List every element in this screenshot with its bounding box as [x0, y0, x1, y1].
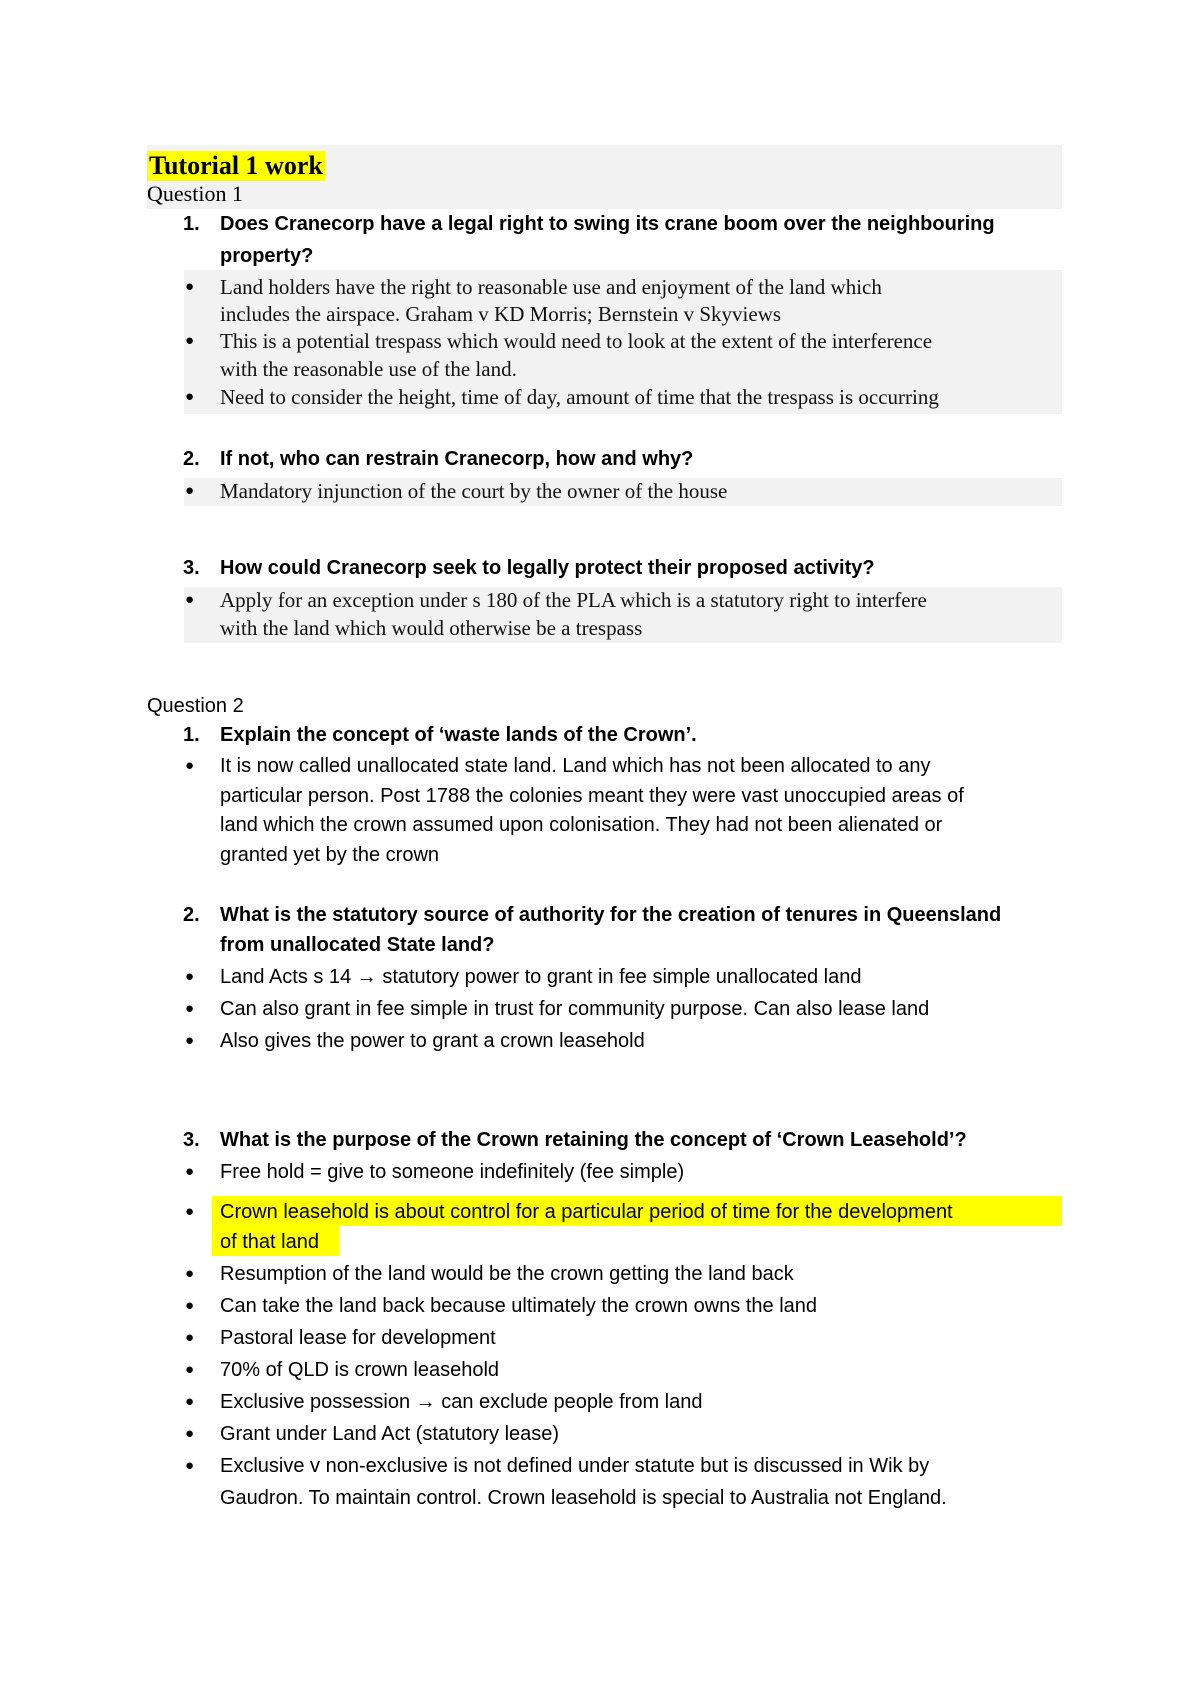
q1-2-number: 2. [183, 448, 200, 470]
q2-3-bullet5-line1: Pastoral lease for development [220, 1327, 496, 1349]
q1-3-bullet1-line1: Apply for an exception under s 180 of the PLA which is a statutory right to interfere [220, 588, 927, 612]
q2-3-bullet7-line1: Exclusive possession → can exclude people from land [220, 1391, 703, 1413]
q1-2-bullet1-line1: Mandatory injunction of the court by the owner of the house [220, 479, 728, 503]
q2-3-bullet2-line1: Crown leasehold is about control for a particular period of time for the development [220, 1201, 953, 1223]
bullet-icon: ● [185, 591, 195, 608]
q2-2-bullet3-line1: Also gives the power to grant a crown leasehold [220, 1030, 645, 1052]
bullet-icon: ● [185, 1297, 195, 1314]
q1-1-bullet1-line2: includes the airspace. Graham v KD Morris; Bernstein v Skyviews [220, 302, 782, 326]
q2-3-number: 3. [183, 1129, 200, 1151]
q1-1-bullet2-line2: with the reasonable use of the land. [220, 357, 517, 381]
q1-2-question-line1: If not, who can restrain Cranecorp, how and why? [220, 448, 694, 470]
q2-1-question-line1: Explain the concept of ‘waste lands of the Crown’. [220, 724, 697, 746]
q2-1-number: 1. [183, 724, 200, 746]
bullet-icon: ● [185, 332, 195, 349]
bullet-icon: ● [185, 1203, 195, 1220]
question2-heading: Question 2 [147, 695, 244, 717]
q2-2-question-line2: from unallocated State land? [220, 934, 495, 956]
document-title: Tutorial 1 work [149, 151, 323, 180]
q1-1-bullet2-line1: This is a potential trespass which would need to look at the extent of the interference [220, 329, 933, 353]
q2-2-question-line1: What is the statutory source of authority for the creation of tenures in Queensland [220, 904, 1002, 926]
bullet-icon: ● [185, 1000, 195, 1017]
bullet-icon: ● [185, 1457, 195, 1474]
q2-3-bullet4-line1: Can take the land back because ultimately the crown owns the land [220, 1295, 818, 1317]
q2-2-bullet1-line1: Land Acts s 14 → statutory power to grant in fee simple unallocated land [220, 966, 862, 988]
bullet-icon: ● [185, 1032, 195, 1049]
q2-1-bullet1-line2: particular person. Post 1788 the colonies meant they were vast unoccupied areas of [220, 785, 964, 807]
q1-1-number: 1. [183, 213, 200, 235]
q2-2-number: 2. [183, 904, 200, 926]
q1-3-bullet1-line2: with the land which would otherwise be a trespass [220, 616, 643, 640]
q2-3-question-line1: What is the purpose of the Crown retaining the concept of ‘Crown Leasehold’? [220, 1129, 967, 1151]
q2-3-bullet9-line2: Gaudron. To maintain control. Crown leasehold is special to Australia not England. [220, 1487, 947, 1509]
q2-3-bullet9-line1: Exclusive v non-exclusive is not defined under statute but is discussed in Wik by [220, 1455, 930, 1477]
q1-1-question-line2: property? [220, 245, 314, 267]
q2-3-bullet8-line1: Grant under Land Act (statutory lease) [220, 1423, 560, 1445]
q1-1-question-line1: Does Cranecorp have a legal right to swing its crane boom over the neighbouring [220, 213, 995, 235]
bullet-icon: ● [185, 1393, 195, 1410]
q2-3-bullet2-line2: of that land [220, 1231, 319, 1253]
q1-1-bullet3-line1: Need to consider the height, time of day, amount of time that the trespass is occurring [220, 385, 939, 409]
bullet-icon: ● [185, 278, 195, 295]
question1-heading: Question 1 [147, 181, 243, 206]
bullet-icon: ● [185, 1425, 195, 1442]
bullet-icon: ● [185, 1163, 195, 1180]
q1-3-number: 3. [183, 557, 200, 579]
q1-1-bullet1-line1: Land holders have the right to reasonable use and enjoyment of the land which [220, 275, 882, 299]
q2-3-bullet1-line1: Free hold = give to someone indefinitely (fee simple) [220, 1161, 685, 1183]
bullet-icon: ● [185, 1265, 195, 1282]
q2-1-bullet1-line1: It is now called unallocated state land. Land which has not been allocated to any [220, 755, 931, 777]
bullet-icon: ● [185, 757, 195, 774]
q2-1-bullet1-line3: land which the crown assumed upon colonisation. They had not been alienated or [220, 814, 943, 836]
bullet-icon: ● [185, 482, 195, 499]
q2-1-bullet1-line4: granted yet by the crown [220, 844, 440, 866]
bullet-icon: ● [185, 1329, 195, 1346]
q2-3-bullet6-line1: 70% of QLD is crown leasehold [220, 1359, 500, 1381]
q1-3-question-line1: How could Cranecorp seek to legally protect their proposed activity? [220, 557, 875, 579]
bullet-icon: ● [185, 1361, 195, 1378]
q2-3-bullet3-line1: Resumption of the land would be the crown getting the land back [220, 1263, 794, 1285]
q2-2-bullet2-line1: Can also grant in fee simple in trust for community purpose. Can also lease land [220, 998, 930, 1020]
bullet-icon: ● [185, 388, 195, 405]
bullet-icon: ● [185, 968, 195, 985]
